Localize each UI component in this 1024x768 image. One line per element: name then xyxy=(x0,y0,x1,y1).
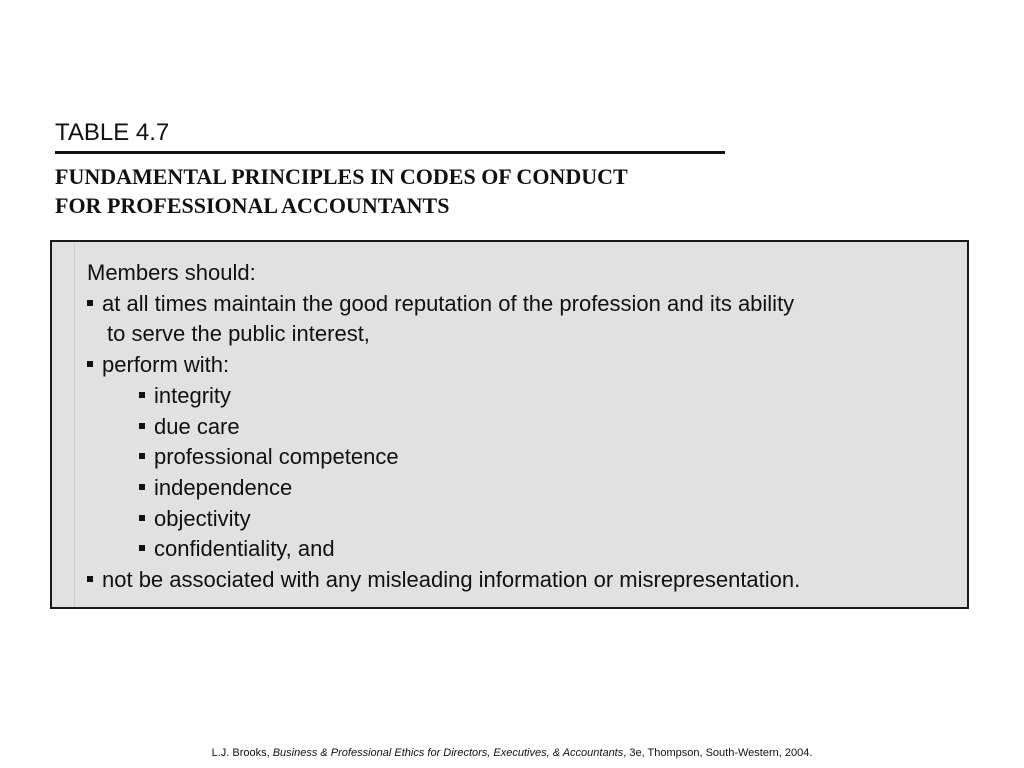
table-number-label: TABLE 4.7 xyxy=(55,119,170,146)
principles-box xyxy=(50,240,969,609)
square-bullet-icon xyxy=(139,392,145,398)
citation-details: , 3e, Thompson, South-Western, 2004. xyxy=(623,747,813,759)
citation-author: L.J. Brooks, xyxy=(211,747,273,759)
list-item-text: at all times maintain the good reputation of the profession and its ability xyxy=(102,290,795,316)
sub-list-item-text: confidentiality, and xyxy=(154,536,335,562)
square-bullet-icon xyxy=(87,300,93,306)
square-bullet-icon xyxy=(87,361,93,367)
title-divider xyxy=(55,151,725,154)
square-bullet-icon xyxy=(139,545,145,551)
intro-text: Members should: xyxy=(87,260,256,285)
sub-list-item xyxy=(87,412,800,443)
sub-list-item xyxy=(87,534,800,565)
square-bullet-icon xyxy=(139,515,145,521)
table-title-line-1: FUNDAMENTAL PRINCIPLES IN CODES OF CONDUCT xyxy=(55,164,628,189)
sub-list-item-text: integrity xyxy=(154,382,232,408)
sub-list-item xyxy=(87,381,800,412)
square-bullet-icon xyxy=(139,423,145,429)
citation-book-title: Business & Professional Ethics for Directors, Executives, & Accountants xyxy=(272,747,624,759)
sub-list-item-text: professional competence xyxy=(154,444,399,470)
square-bullet-icon xyxy=(139,453,145,459)
sub-list-item xyxy=(87,473,800,504)
sub-list-item xyxy=(87,442,800,473)
table-title xyxy=(55,162,628,220)
list-item-reputation xyxy=(87,289,800,320)
sub-list-item xyxy=(87,504,800,535)
list-item-misleading xyxy=(87,565,800,596)
square-bullet-icon xyxy=(87,576,93,582)
sub-list-item-text: due care xyxy=(154,413,240,439)
list-item-reputation-continued: to serve the public interest, xyxy=(107,321,370,347)
sub-list-item-text: objectivity xyxy=(154,505,251,531)
list-item-text: perform with: xyxy=(102,352,230,378)
list-item-text: not be associated with any misleading information or misrepresentation. xyxy=(102,567,801,593)
source-citation xyxy=(0,746,1024,760)
table-title-line-2: FOR PROFESSIONAL ACCOUNTANTS xyxy=(55,193,450,218)
principles-list xyxy=(87,258,800,596)
list-item-perform xyxy=(87,350,800,381)
square-bullet-icon xyxy=(139,484,145,490)
sub-list-item-text: independence xyxy=(154,474,293,500)
